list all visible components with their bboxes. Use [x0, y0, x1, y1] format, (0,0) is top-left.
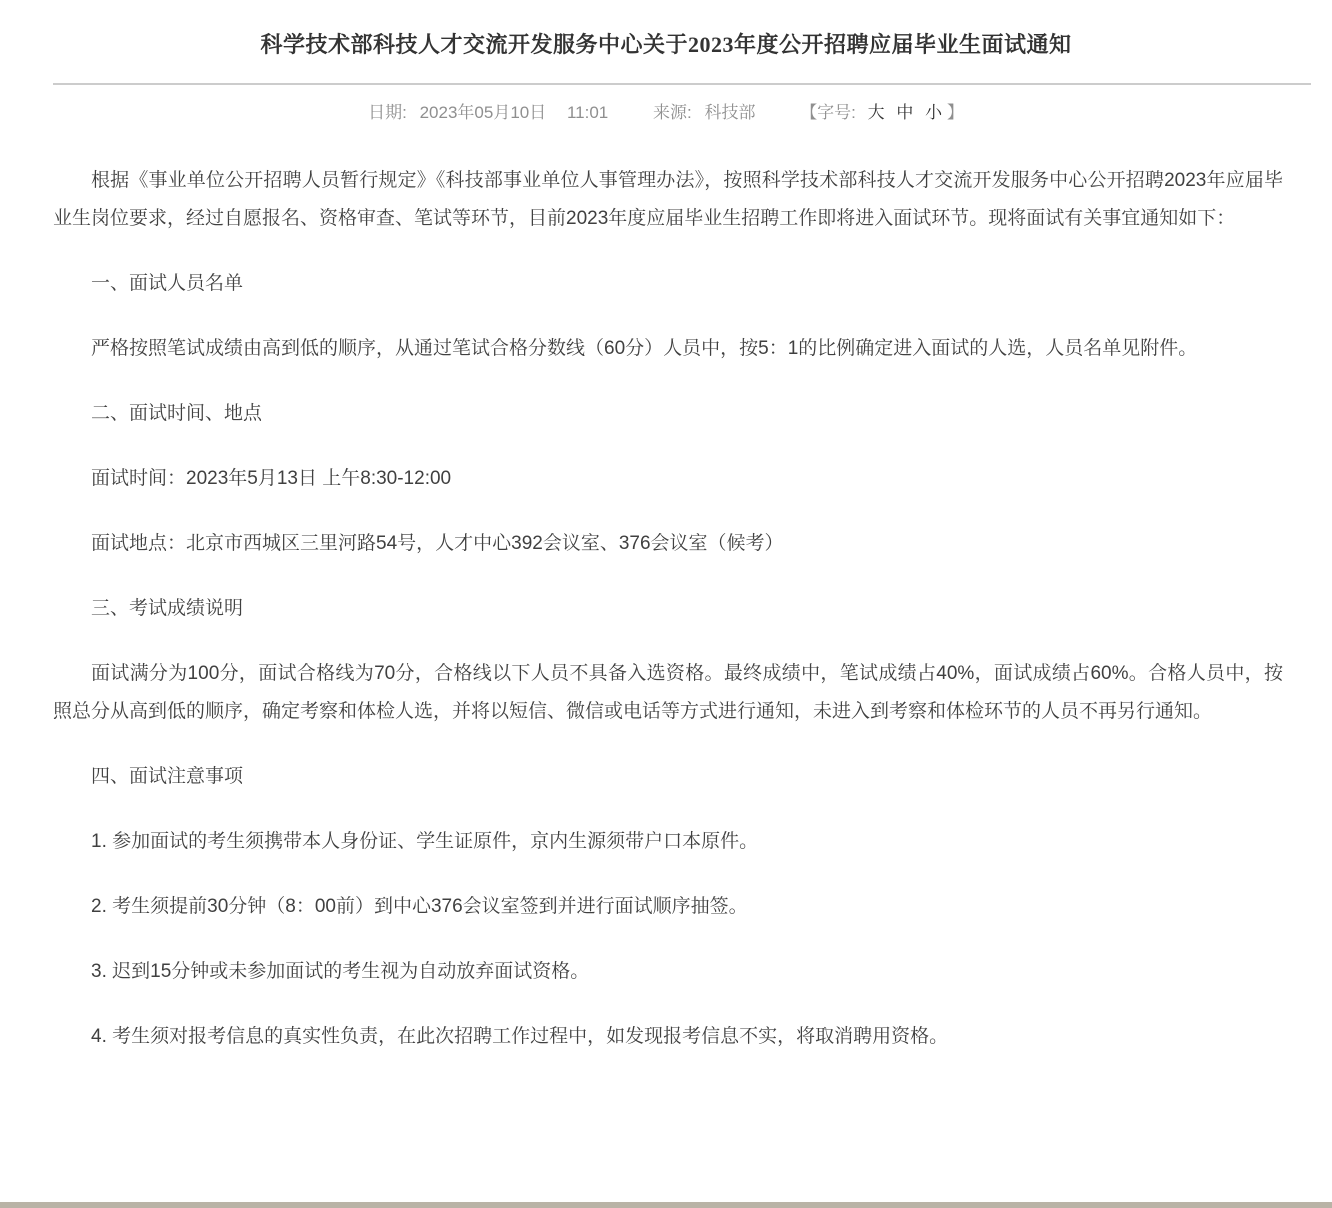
notice-item-1: 1. 参加面试的考生须携带本人身份证、学生证原件，京内生源须带户口本原件。 — [91, 831, 759, 852]
title-divider — [53, 83, 1311, 85]
font-size-close-bracket: 】 — [946, 103, 964, 122]
section-heading-1: 一、面试人员名单 — [91, 273, 244, 294]
notice-item-4: 4. 考生须对报考信息的真实性负责，在此次招聘工作过程中，如发现报考信息不实，将取消聘用资格。 — [91, 1026, 949, 1047]
font-size-small-button[interactable]: 小 — [925, 103, 943, 122]
time-value: 11:01 — [566, 103, 609, 122]
source-label: 来源: — [652, 103, 692, 122]
meta-bar — [0, 101, 1332, 125]
page-title: 科学技术部科技人才交流开发服务中心关于2023年度公开招聘应届毕业生面试通知 — [260, 32, 1072, 57]
source-value: 科技部 — [704, 103, 756, 122]
interview-time-line: 面试时间：2023年5月13日 上午8:30-12:00 — [91, 468, 452, 489]
font-size-medium-button[interactable]: 中 — [896, 103, 914, 122]
section-3-paragraph: 面试满分为100分，面试合格线为70分，合格线以下人员不具备入选资格。最终成绩中，笔试成绩占40%，面试成绩占60%。合格人员中，按照总分从高到低的顺序，确定考察和体检人选，并将以短信、微信或电话等方式进行通知，未进入到考察和体检环节的人员不再另行通知。 — [53, 663, 1283, 722]
intro-paragraph: 根据《事业单位公开招聘人员暂行规定》《科技部事业单位人事管理办法》，按照科学技术部科技人才交流开发服务中心公开招聘2023年应届毕业生岗位要求，经过自愿报名、资格审查、笔试等环节，目前2023年度应届毕业生招聘工作即将进入面试环节。现将面试有关事宜通知如下： — [53, 170, 1283, 229]
notice-item-2: 2. 考生须提前30分钟（8：00前）到中心376会议室签到并进行面试顺序抽签。 — [91, 896, 748, 917]
section-1-paragraph: 严格按照笔试成绩由高到低的顺序，从通过笔试合格分数线（60分）人员中，按5：1的比例确定进入面试的人选，人员名单见附件。 — [91, 338, 1198, 359]
section-heading-4: 四、面试注意事项 — [91, 766, 244, 787]
date-label: 日期: — [368, 103, 407, 122]
section-heading-3: 三、考试成绩说明 — [91, 598, 244, 619]
notice-item-3: 3. 迟到15分钟或未参加面试的考生视为自动放弃面试资格。 — [91, 961, 590, 982]
section-heading-2: 二、面试时间、地点 — [91, 403, 263, 424]
font-size-open-bracket: 【字号: — [800, 103, 856, 122]
date-value: 2023年05月10日 — [419, 103, 547, 122]
footer-top-edge — [0, 1202, 1332, 1208]
article-body — [53, 162, 1283, 1056]
interview-place-line: 面试地点：北京市西城区三里河路54号，人才中心392会议室、376会议室（候考） — [91, 533, 784, 554]
font-size-large-button[interactable]: 大 — [867, 103, 885, 122]
